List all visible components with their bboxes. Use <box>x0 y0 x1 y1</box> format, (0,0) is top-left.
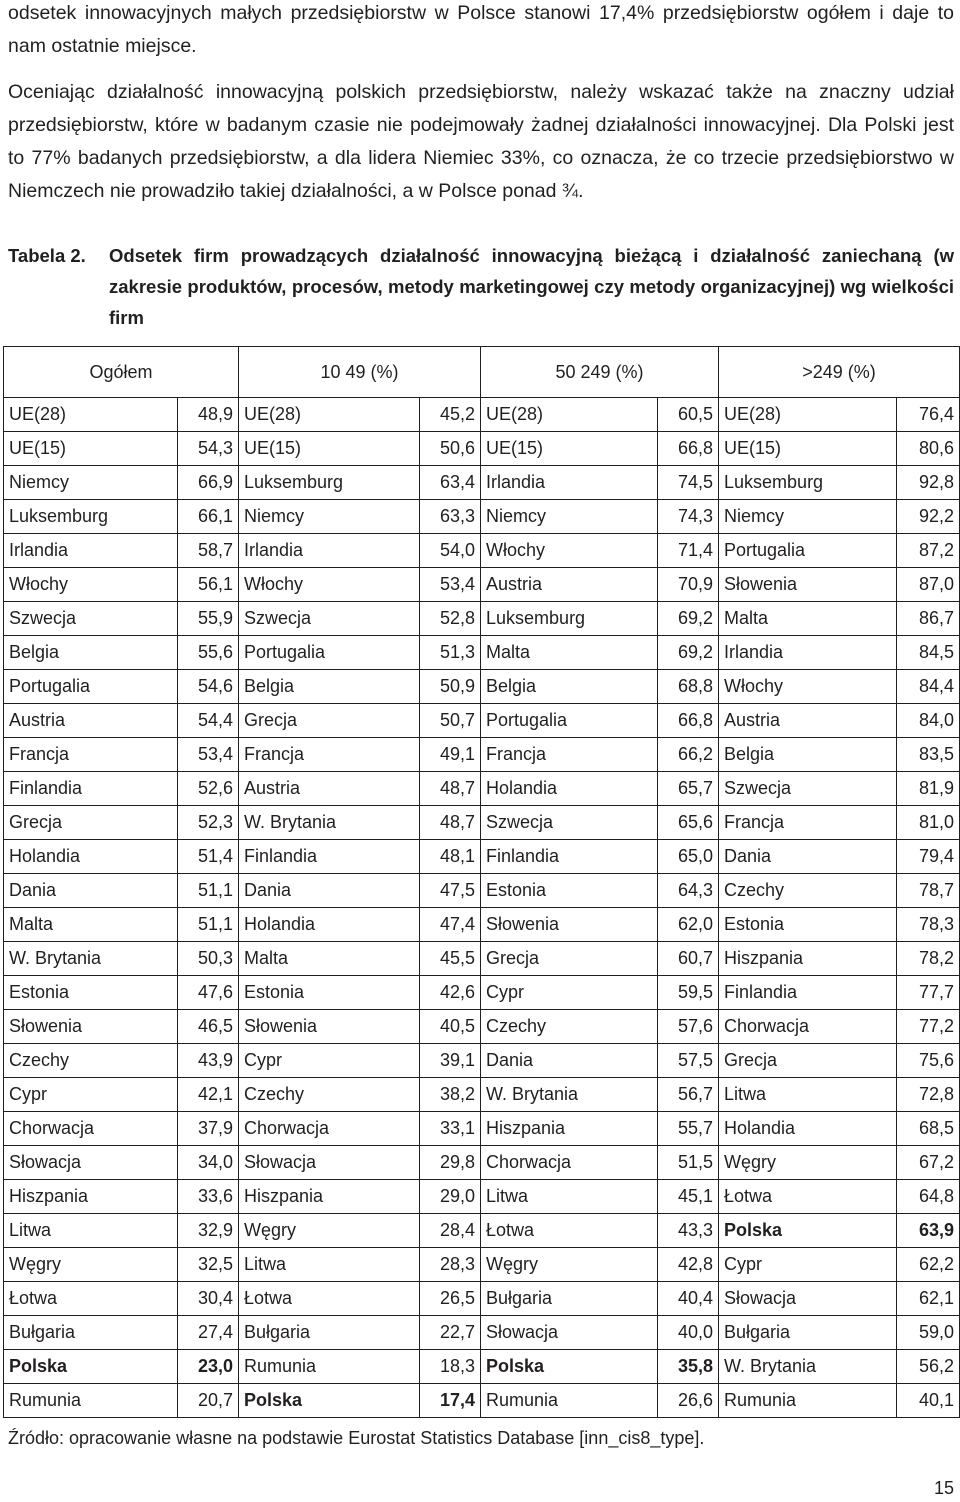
table-row <box>4 772 960 806</box>
country-cell: Estonia <box>4 976 178 1010</box>
value-cell: 29,8 <box>420 1146 481 1180</box>
country-cell: Słowacja <box>239 1146 420 1180</box>
country-cell: Malta <box>4 908 178 942</box>
country-cell: Francja <box>719 806 897 840</box>
value-cell: 51,4 <box>178 840 239 874</box>
country-cell: Portugalia <box>481 704 658 738</box>
country-cell: Belgia <box>719 738 897 772</box>
country-cell: Szwecja <box>719 772 897 806</box>
value-cell: 62,1 <box>897 1282 960 1316</box>
value-cell: 77,7 <box>897 976 960 1010</box>
country-cell: UE(15) <box>4 432 178 466</box>
value-cell: 79,4 <box>897 840 960 874</box>
value-cell: 57,5 <box>658 1044 719 1078</box>
country-cell: UE(15) <box>719 432 897 466</box>
value-cell: 39,1 <box>420 1044 481 1078</box>
country-cell: Estonia <box>719 908 897 942</box>
header-10-49: 10 49 (%) <box>239 347 481 398</box>
value-cell: 86,7 <box>897 602 960 636</box>
country-cell: Węgry <box>481 1248 658 1282</box>
value-cell: 54,4 <box>178 704 239 738</box>
country-cell: UE(28) <box>719 398 897 432</box>
country-cell: Estonia <box>239 976 420 1010</box>
value-cell: 42,1 <box>178 1078 239 1112</box>
value-cell: 56,7 <box>658 1078 719 1112</box>
header-ogolem: Ogółem <box>4 347 239 398</box>
value-cell: 45,5 <box>420 942 481 976</box>
value-cell: 29,0 <box>420 1180 481 1214</box>
value-cell: 62,2 <box>897 1248 960 1282</box>
value-cell: 38,2 <box>420 1078 481 1112</box>
country-cell: UE(15) <box>481 432 658 466</box>
table-body <box>4 398 960 1418</box>
value-cell: 33,1 <box>420 1112 481 1146</box>
country-cell: Dania <box>4 874 178 908</box>
country-cell: Słowacja <box>481 1316 658 1350</box>
source-note: Źródło: opracowanie własne na podstawie Eurostat Statistics Database [inn_cis8_type]. <box>8 1428 705 1448</box>
value-cell: 64,3 <box>658 874 719 908</box>
table-caption <box>8 240 954 333</box>
table-row <box>4 1044 960 1078</box>
country-cell: Niemcy <box>239 500 420 534</box>
table-row <box>4 738 960 772</box>
value-cell: 30,4 <box>178 1282 239 1316</box>
paragraph-1: odsetek innowacyjnych małych przedsiębiorstw w Polsce stanowi 17,4% przedsiębiorstw ogółem i daje to nam ostatnie miejsce. <box>8 2 954 57</box>
country-cell: Malta <box>239 942 420 976</box>
country-cell: W. Brytania <box>719 1350 897 1384</box>
value-cell: 48,1 <box>420 840 481 874</box>
country-cell: Bułgaria <box>4 1316 178 1350</box>
value-cell: 40,0 <box>658 1316 719 1350</box>
country-cell: Irlandia <box>481 466 658 500</box>
country-cell: Szwecja <box>4 602 178 636</box>
value-cell: 45,2 <box>420 398 481 432</box>
value-cell: 55,6 <box>178 636 239 670</box>
country-cell: Polska <box>481 1350 658 1384</box>
country-cell: Litwa <box>719 1078 897 1112</box>
value-cell: 78,7 <box>897 874 960 908</box>
table-row <box>4 1350 960 1384</box>
value-cell: 59,0 <box>897 1316 960 1350</box>
table-row <box>4 636 960 670</box>
country-cell: Holandia <box>4 840 178 874</box>
country-cell: Czechy <box>239 1078 420 1112</box>
value-cell: 92,2 <box>897 500 960 534</box>
value-cell: 18,3 <box>420 1350 481 1384</box>
country-cell: Słowacja <box>4 1146 178 1180</box>
value-cell: 54,0 <box>420 534 481 568</box>
country-cell: Rumunia <box>239 1350 420 1384</box>
country-cell: Finlandia <box>4 772 178 806</box>
country-cell: Bułgaria <box>719 1316 897 1350</box>
country-cell: Włochy <box>239 568 420 602</box>
value-cell: 54,6 <box>178 670 239 704</box>
country-cell: Francja <box>481 738 658 772</box>
value-cell: 35,8 <box>658 1350 719 1384</box>
country-cell: Niemcy <box>4 466 178 500</box>
value-cell: 64,8 <box>897 1180 960 1214</box>
value-cell: 62,0 <box>658 908 719 942</box>
value-cell: 68,5 <box>897 1112 960 1146</box>
value-cell: 69,2 <box>658 602 719 636</box>
country-cell: Cypr <box>719 1248 897 1282</box>
value-cell: 28,4 <box>420 1214 481 1248</box>
value-cell: 47,4 <box>420 908 481 942</box>
value-cell: 84,5 <box>897 636 960 670</box>
value-cell: 65,7 <box>658 772 719 806</box>
value-cell: 71,4 <box>658 534 719 568</box>
country-cell: Portugalia <box>719 534 897 568</box>
table-row <box>4 466 960 500</box>
country-cell: Finlandia <box>239 840 420 874</box>
value-cell: 32,5 <box>178 1248 239 1282</box>
country-cell: Włochy <box>4 568 178 602</box>
country-cell: Finlandia <box>481 840 658 874</box>
innovation-table <box>3 346 960 1418</box>
country-cell: Grecja <box>4 806 178 840</box>
value-cell: 50,6 <box>420 432 481 466</box>
country-cell: Łotwa <box>719 1180 897 1214</box>
value-cell: 56,2 <box>897 1350 960 1384</box>
country-cell: Belgia <box>4 636 178 670</box>
table-row <box>4 1146 960 1180</box>
value-cell: 69,2 <box>658 636 719 670</box>
country-cell: Niemcy <box>719 500 897 534</box>
country-cell: Litwa <box>239 1248 420 1282</box>
value-cell: 40,5 <box>420 1010 481 1044</box>
country-cell: Grecja <box>719 1044 897 1078</box>
country-cell: Czechy <box>719 874 897 908</box>
country-cell: Łotwa <box>4 1282 178 1316</box>
value-cell: 80,6 <box>897 432 960 466</box>
value-cell: 78,2 <box>897 942 960 976</box>
value-cell: 60,7 <box>658 942 719 976</box>
value-cell: 81,0 <box>897 806 960 840</box>
country-cell: Rumunia <box>481 1384 658 1418</box>
country-cell: Hiszpania <box>4 1180 178 1214</box>
country-cell: Litwa <box>481 1180 658 1214</box>
value-cell: 66,8 <box>658 704 719 738</box>
value-cell: 32,9 <box>178 1214 239 1248</box>
country-cell: Holandia <box>481 772 658 806</box>
value-cell: 51,1 <box>178 908 239 942</box>
table-row <box>4 1180 960 1214</box>
country-cell: Czechy <box>4 1044 178 1078</box>
value-cell: 66,2 <box>658 738 719 772</box>
value-cell: 51,3 <box>420 636 481 670</box>
country-cell: Chorwacja <box>239 1112 420 1146</box>
value-cell: 87,2 <box>897 534 960 568</box>
country-cell: Austria <box>4 704 178 738</box>
value-cell: 20,7 <box>178 1384 239 1418</box>
country-cell: Szwecja <box>239 602 420 636</box>
table-header-row <box>4 347 960 398</box>
country-cell: Cypr <box>239 1044 420 1078</box>
country-cell: Rumunia <box>719 1384 897 1418</box>
country-cell: Estonia <box>481 874 658 908</box>
table-row <box>4 874 960 908</box>
table-row <box>4 1384 960 1418</box>
header-249-plus: >249 (%) <box>719 347 960 398</box>
header-50-249: 50 249 (%) <box>481 347 719 398</box>
value-cell: 56,1 <box>178 568 239 602</box>
value-cell: 48,7 <box>420 806 481 840</box>
country-cell: Cypr <box>4 1078 178 1112</box>
country-cell: Słowenia <box>4 1010 178 1044</box>
value-cell: 66,8 <box>658 432 719 466</box>
country-cell: Belgia <box>239 670 420 704</box>
value-cell: 55,7 <box>658 1112 719 1146</box>
country-cell: Bułgaria <box>239 1316 420 1350</box>
table-row <box>4 1078 960 1112</box>
value-cell: 42,6 <box>420 976 481 1010</box>
country-cell: Węgry <box>719 1146 897 1180</box>
value-cell: 70,9 <box>658 568 719 602</box>
value-cell: 27,4 <box>178 1316 239 1350</box>
table-row <box>4 908 960 942</box>
paragraph-2: Oceniając działalność innowacyjną polskich przedsiębiorstw, należy wskazać także na znaczny udział przedsiębiorstw, które w badanym czasie nie podejmowały żadnej działalności innowacyjnej. Dla Polski jest to 77% badanych przedsiębiorstw, a dla lidera Niemiec 33%, co oznacza, że co trzecie przedsiębiorstwo w Niemczech nie prowadziło takiej działalności, a w Polsce ponad ¾. <box>8 81 954 202</box>
table-row <box>4 1010 960 1044</box>
country-cell: Litwa <box>4 1214 178 1248</box>
country-cell: Węgry <box>239 1214 420 1248</box>
country-cell: Słowacja <box>719 1282 897 1316</box>
value-cell: 22,7 <box>420 1316 481 1350</box>
value-cell: 66,9 <box>178 466 239 500</box>
country-cell: Luksemburg <box>719 466 897 500</box>
value-cell: 57,6 <box>658 1010 719 1044</box>
country-cell: Grecja <box>481 942 658 976</box>
value-cell: 40,1 <box>897 1384 960 1418</box>
country-cell: Austria <box>481 568 658 602</box>
value-cell: 50,9 <box>420 670 481 704</box>
country-cell: Belgia <box>481 670 658 704</box>
country-cell: Dania <box>481 1044 658 1078</box>
value-cell: 55,9 <box>178 602 239 636</box>
value-cell: 63,3 <box>420 500 481 534</box>
value-cell: 84,0 <box>897 704 960 738</box>
value-cell: 53,4 <box>420 568 481 602</box>
value-cell: 17,4 <box>420 1384 481 1418</box>
table-caption-text: Odsetek firm prowadzących działalność innowacyjną bieżącą i działalność zaniechaną (w zakresie produktów, procesów, metody marketingowej czy metody organizacyjnej) wg wielkości firm <box>109 245 954 328</box>
value-cell: 52,6 <box>178 772 239 806</box>
country-cell: Luksemburg <box>481 602 658 636</box>
country-cell: Cypr <box>481 976 658 1010</box>
page-number: 15 <box>933 1478 954 1498</box>
country-cell: Portugalia <box>239 636 420 670</box>
country-cell: Luksemburg <box>4 500 178 534</box>
country-cell: Grecja <box>239 704 420 738</box>
country-cell: Chorwacja <box>4 1112 178 1146</box>
value-cell: 50,3 <box>178 942 239 976</box>
value-cell: 75,6 <box>897 1044 960 1078</box>
country-cell: Hiszpania <box>719 942 897 976</box>
country-cell: Francja <box>4 738 178 772</box>
country-cell: Słowenia <box>239 1010 420 1044</box>
value-cell: 65,6 <box>658 806 719 840</box>
country-cell: Włochy <box>481 534 658 568</box>
country-cell: Łotwa <box>481 1214 658 1248</box>
country-cell: Polska <box>719 1214 897 1248</box>
value-cell: 42,8 <box>658 1248 719 1282</box>
country-cell: Austria <box>239 772 420 806</box>
country-cell: Niemcy <box>481 500 658 534</box>
country-cell: Irlandia <box>4 534 178 568</box>
country-cell: Szwecja <box>481 806 658 840</box>
country-cell: Irlandia <box>239 534 420 568</box>
value-cell: 59,5 <box>658 976 719 1010</box>
value-cell: 60,5 <box>658 398 719 432</box>
country-cell: Chorwacja <box>481 1146 658 1180</box>
value-cell: 52,3 <box>178 806 239 840</box>
table-row <box>4 500 960 534</box>
value-cell: 46,5 <box>178 1010 239 1044</box>
country-cell: W. Brytania <box>239 806 420 840</box>
country-cell: Czechy <box>481 1010 658 1044</box>
value-cell: 76,4 <box>897 398 960 432</box>
table-row <box>4 568 960 602</box>
value-cell: 74,5 <box>658 466 719 500</box>
value-cell: 63,9 <box>897 1214 960 1248</box>
country-cell: UE(28) <box>481 398 658 432</box>
table-row <box>4 840 960 874</box>
country-cell: Holandia <box>239 908 420 942</box>
country-cell: Irlandia <box>719 636 897 670</box>
country-cell: Węgry <box>4 1248 178 1282</box>
table-row <box>4 1282 960 1316</box>
table-row <box>4 432 960 466</box>
country-cell: Włochy <box>719 670 897 704</box>
table-row <box>4 1316 960 1350</box>
table-row <box>4 976 960 1010</box>
country-cell: Hiszpania <box>481 1112 658 1146</box>
country-cell: UE(28) <box>4 398 178 432</box>
value-cell: 66,1 <box>178 500 239 534</box>
country-cell: Łotwa <box>239 1282 420 1316</box>
table-row <box>4 670 960 704</box>
country-cell: Portugalia <box>4 670 178 704</box>
country-cell: Polska <box>4 1350 178 1384</box>
country-cell: Dania <box>719 840 897 874</box>
table-row <box>4 704 960 738</box>
value-cell: 33,6 <box>178 1180 239 1214</box>
value-cell: 63,4 <box>420 466 481 500</box>
value-cell: 51,5 <box>658 1146 719 1180</box>
value-cell: 54,3 <box>178 432 239 466</box>
country-cell: Malta <box>719 602 897 636</box>
value-cell: 47,6 <box>178 976 239 1010</box>
value-cell: 49,1 <box>420 738 481 772</box>
country-cell: W. Brytania <box>481 1078 658 1112</box>
value-cell: 47,5 <box>420 874 481 908</box>
country-cell: Dania <box>239 874 420 908</box>
value-cell: 48,9 <box>178 398 239 432</box>
country-cell: Hiszpania <box>239 1180 420 1214</box>
value-cell: 77,2 <box>897 1010 960 1044</box>
table-row <box>4 602 960 636</box>
value-cell: 83,5 <box>897 738 960 772</box>
value-cell: 45,1 <box>658 1180 719 1214</box>
value-cell: 28,3 <box>420 1248 481 1282</box>
value-cell: 26,6 <box>658 1384 719 1418</box>
value-cell: 43,9 <box>178 1044 239 1078</box>
value-cell: 43,3 <box>658 1214 719 1248</box>
value-cell: 40,4 <box>658 1282 719 1316</box>
value-cell: 26,5 <box>420 1282 481 1316</box>
value-cell: 58,7 <box>178 534 239 568</box>
value-cell: 50,7 <box>420 704 481 738</box>
value-cell: 67,2 <box>897 1146 960 1180</box>
country-cell: W. Brytania <box>4 942 178 976</box>
country-cell: Słowenia <box>481 908 658 942</box>
country-cell: Finlandia <box>719 976 897 1010</box>
country-cell: Austria <box>719 704 897 738</box>
country-cell: Chorwacja <box>719 1010 897 1044</box>
value-cell: 23,0 <box>178 1350 239 1384</box>
value-cell: 65,0 <box>658 840 719 874</box>
table-row <box>4 398 960 432</box>
value-cell: 74,3 <box>658 500 719 534</box>
value-cell: 84,4 <box>897 670 960 704</box>
table-row <box>4 1214 960 1248</box>
table-row <box>4 1248 960 1282</box>
country-cell: UE(15) <box>239 432 420 466</box>
value-cell: 72,8 <box>897 1078 960 1112</box>
value-cell: 37,9 <box>178 1112 239 1146</box>
table-row <box>4 534 960 568</box>
table-row <box>4 1112 960 1146</box>
value-cell: 53,4 <box>178 738 239 772</box>
value-cell: 52,8 <box>420 602 481 636</box>
table-row <box>4 942 960 976</box>
country-cell: Holandia <box>719 1112 897 1146</box>
country-cell: Polska <box>239 1384 420 1418</box>
country-cell: UE(28) <box>239 398 420 432</box>
value-cell: 81,9 <box>897 772 960 806</box>
country-cell: Rumunia <box>4 1384 178 1418</box>
table-row <box>4 806 960 840</box>
value-cell: 78,3 <box>897 908 960 942</box>
country-cell: Bułgaria <box>481 1282 658 1316</box>
table-caption-label: Tabela 2. <box>8 245 86 266</box>
country-cell: Słowenia <box>719 568 897 602</box>
value-cell: 87,0 <box>897 568 960 602</box>
country-cell: Francja <box>239 738 420 772</box>
value-cell: 92,8 <box>897 466 960 500</box>
value-cell: 68,8 <box>658 670 719 704</box>
value-cell: 48,7 <box>420 772 481 806</box>
value-cell: 34,0 <box>178 1146 239 1180</box>
country-cell: Luksemburg <box>239 466 420 500</box>
value-cell: 51,1 <box>178 874 239 908</box>
country-cell: Malta <box>481 636 658 670</box>
